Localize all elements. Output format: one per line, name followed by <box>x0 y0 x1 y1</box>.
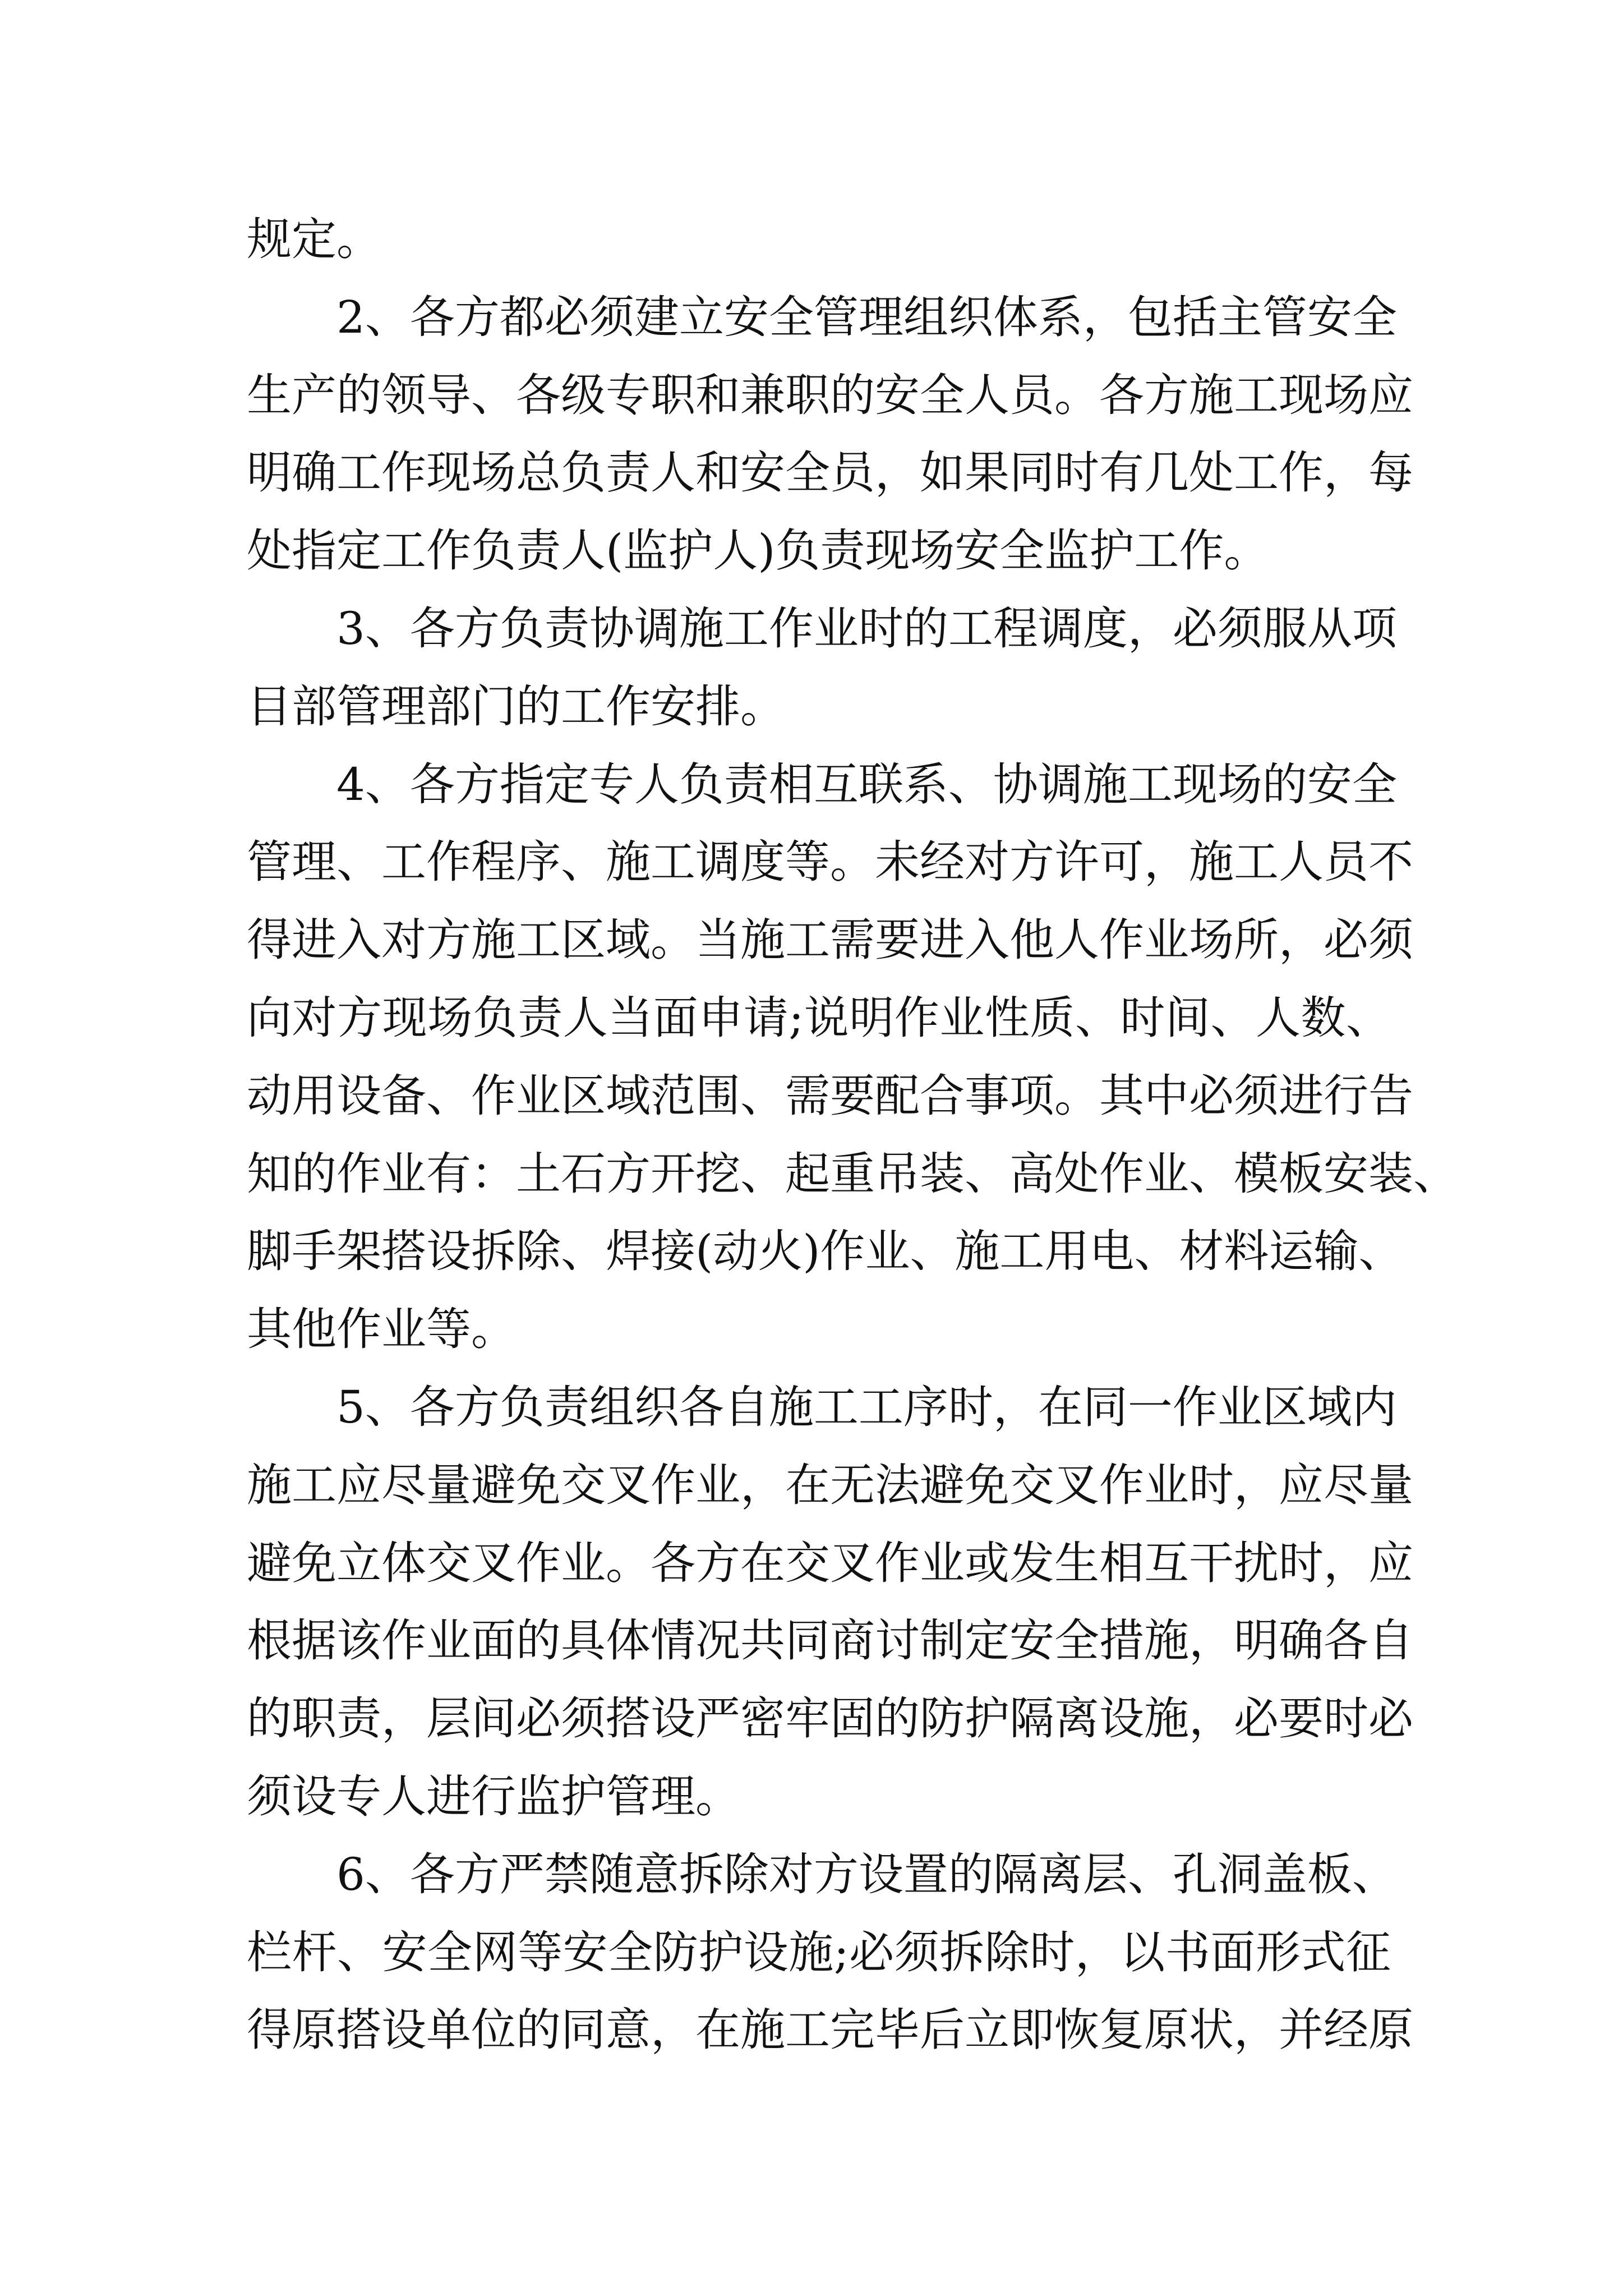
text-line: 生产的领导、各级专职和兼职的安全人员。各方施工现场应 <box>247 369 1413 421</box>
text-line: 避免立体交叉作业。各方在交叉作业或发生相互干扰时，应 <box>247 1536 1413 1589</box>
text-line: 明确工作现场总负责人和安全员，如果同时有几处工作，每 <box>247 447 1413 499</box>
text-line: 施工应尽量避免交叉作业，在无法避免交叉作业时，应尽量 <box>247 1458 1413 1511</box>
paragraph-3-start: 3、各方负责协调施工作业时的工程调度，必须服从项 <box>336 602 1397 655</box>
text-line: 向对方现场负责人当面申请;说明作业性质、时间、人数、 <box>247 991 1391 1044</box>
paragraph-5-start: 5、各方负责组织各自施工工序时，在同一作业区域内 <box>336 1381 1397 1433</box>
text-line: 须设专人进行监护管理。 <box>247 1770 740 1823</box>
text-line: 处指定工作负责人(监护人)负责现场安全监护工作。 <box>247 524 1269 577</box>
text-line: 管理、工作程序、施工调度等。未经对方许可，施工人员不 <box>247 836 1413 889</box>
text-line: 脚手架搭设拆除、焊接(动火)作业、施工用电、材料运输、 <box>247 1225 1404 1278</box>
text-line: 目部管理部门的工作安排。 <box>247 680 785 733</box>
text-line: 的职责，层间必须搭设严密牢固的防护隔离设施，必要时必 <box>247 1692 1413 1745</box>
text-line: 得原搭设单位的同意，在施工完毕后立即恢复原状，并经原 <box>247 2004 1413 2056</box>
text-line: 得进入对方施工区域。当施工需要进入他人作业场所，必须 <box>247 914 1413 967</box>
text-line: 规定。 <box>247 213 381 265</box>
paragraph-6-start: 6、各方严禁随意拆除对方设置的隔离层、孔洞盖板、 <box>336 1848 1397 1901</box>
text-line: 动用设备、作业区域范围、需要配合事项。其中必须进行告 <box>247 1069 1413 1122</box>
paragraph-2-start: 2、各方都必须建立安全管理组织体系，包括主管安全 <box>336 291 1397 343</box>
paragraph-4-start: 4、各方指定专人负责相互联系、协调施工现场的安全 <box>336 758 1397 811</box>
text-line: 栏杆、安全网等安全防护设施;必须拆除时，以书面形式征 <box>247 1926 1391 1978</box>
text-line: 其他作业等。 <box>247 1303 516 1356</box>
text-line: 知的作业有：土石方开挖、起重吊装、高处作业、模板安装、 <box>247 1147 1458 1200</box>
document-body <box>247 201 1458 2069</box>
text-line: 根据该作业面的具体情况共同商讨制定安全措施，明确各自 <box>247 1614 1413 1667</box>
